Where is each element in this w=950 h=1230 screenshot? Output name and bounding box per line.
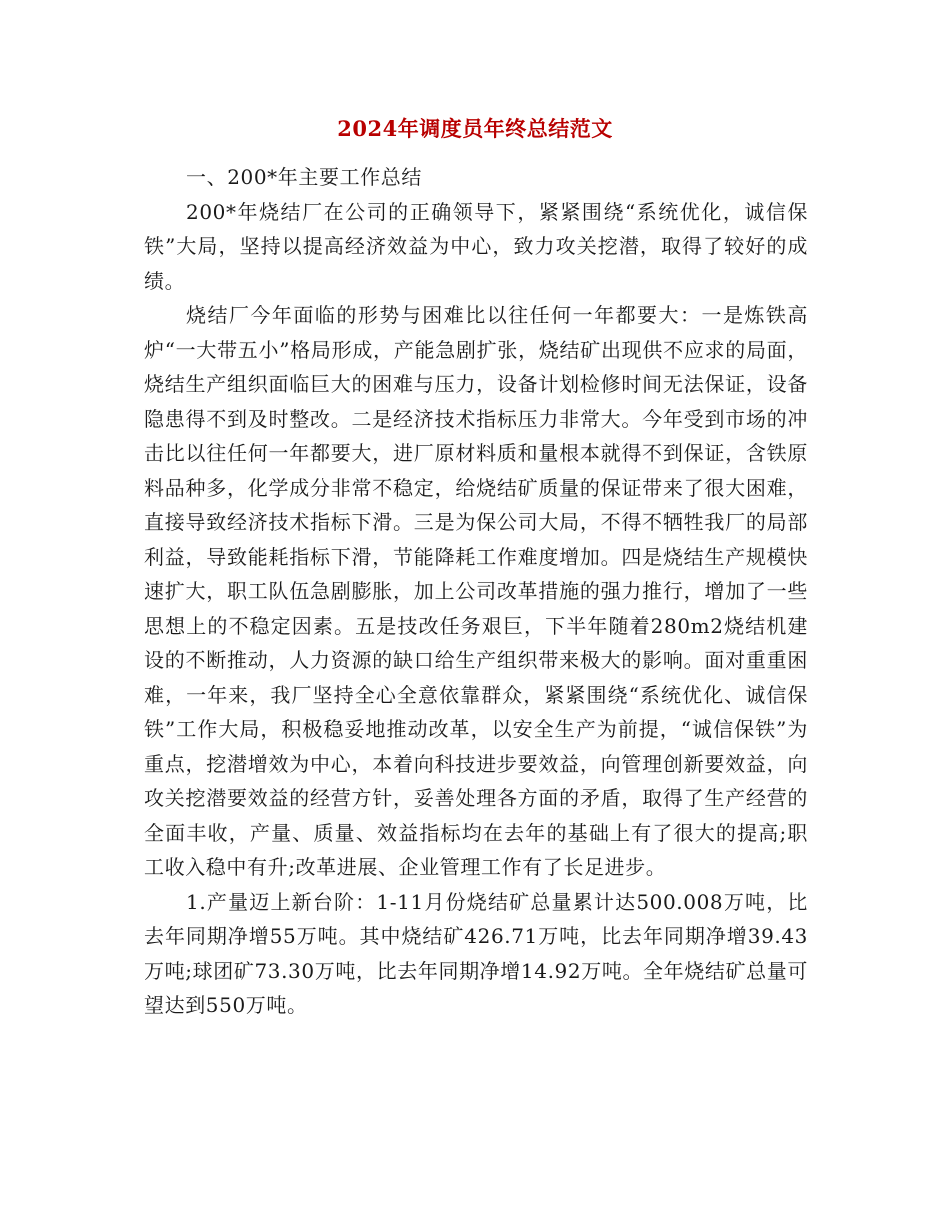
document-title: 2024年调度员年终总结范文 (337, 116, 613, 141)
paragraph-intro: 200*年烧结厂在公司的正确领导下，紧紧围绕“系统优化，诚信保铁”大局，坚持以提高经济效益为中心，致力攻关挖潜，取得了较好的成绩。 (144, 199, 808, 293)
paragraph-challenges: 烧结厂今年面临的形势与困难比以往任何一年都要大：一是炼铁高炉“一大带五小”格局形成，产能急剧扩张，烧结矿出现供不应求的局面，烧结生产组织面临巨大的困难与压力，设备计划检修时间无法保证，设备隐患得不到及时整改。二是经济技术指标压力非常大。今年受到市场的冲击比以往任何一年都要大，进厂原材料质和量根本就得不到保证，含铁原料品种多，化学成分非常不稳定，给烧结矿质量的保证带来了很大困难，直接导致经济技术指标下滑。三是为保公司大局，不得不牺牲我厂的局部利益，导致能耗指标下滑，节能降耗工作难度增加。四是烧结生产规模快速扩大，职工队伍急剧膨胀，加上公司改革措施的强力推行，增加了一些思想上的不稳定因素。五是技改任务艰巨，下半年随着280m2烧结机建设的不断推动，人力资源的缺口给生产组织带来极大的影响。面对重重困难，一年来，我厂坚持全心全意依靠群众，紧紧围绕“系统优化、诚信保铁”工作大局，积极稳妥地推动改革，以安全生产为前提，“诚信保铁”为重点，挖潜增效为中心，本着向科技进步要效益，向管理创新要效益，向攻关挖潜要效益的经营方针，妥善处理各方面的矛盾，取得了生产经营的全面丰收，产量、质量、效益指标均在去年的基础上有了很大的提高;职工收入稳中有升;改革进展、企业管理工作有了长足进步。 (144, 303, 808, 879)
document-body (144, 160, 808, 1023)
paragraph-output: 1.产量迈上新台阶：1-11月份烧结矿总量累计达500.008万吨，比去年同期净增55万吨。其中烧结矿426.71万吨，比去年同期净增39.43万吨;球团矿73.30万吨，比去年同期净增14.92万吨。全年烧结矿总量可望达到550万吨。 (144, 889, 808, 1017)
section-heading: 一、200*年主要工作总结 (186, 165, 422, 189)
